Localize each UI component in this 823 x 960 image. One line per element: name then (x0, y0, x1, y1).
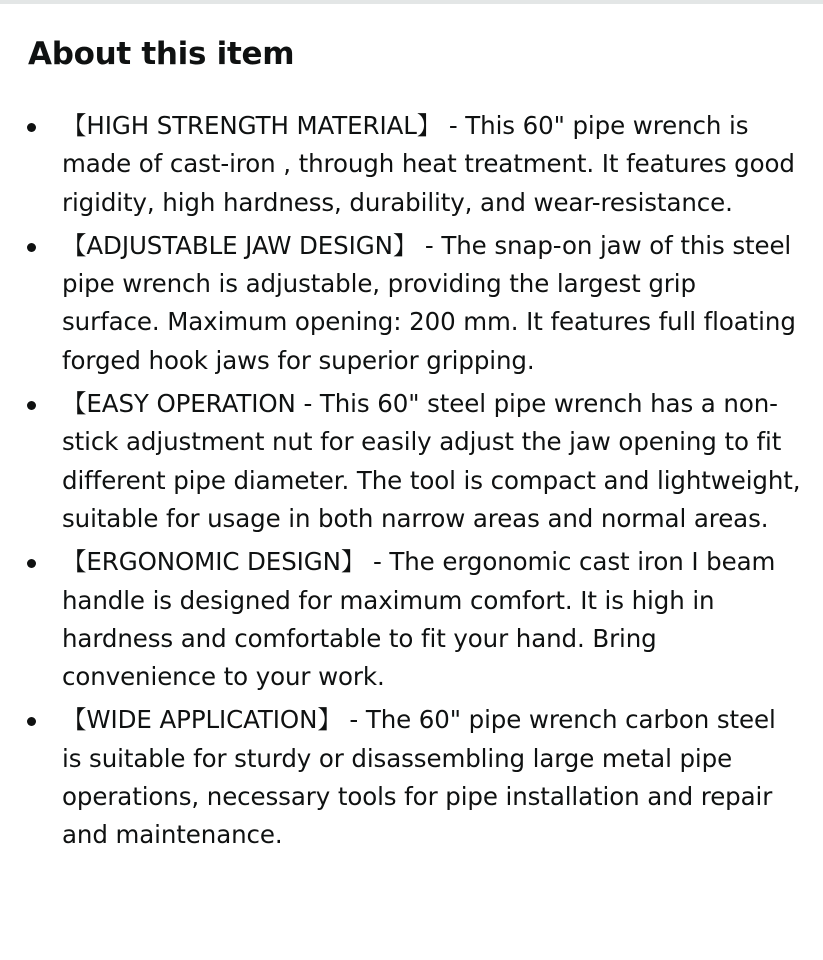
feature-bullet-text: 【EASY OPERATION - This 60" steel pipe wrench has a non-stick adjustment nut for easily adjust the jaw opening to fit different pipe diameter. The tool is compact and lightweight, suitable for usage in both narrow areas and normal areas. (62, 389, 801, 533)
feature-bullet-adjustable-jaw-design (0, 227, 823, 380)
feature-bullet-text: 【ADJUSTABLE JAW DESIGN】 - The snap-on jaw of this steel pipe wrench is adjustable, providing the largest grip surface. Maximum opening: 200 mm. It features full floating forged hook jaws for superior gripping. (62, 230, 796, 375)
section-title: About this item (28, 36, 295, 72)
feature-bullet-high-strength-material (0, 107, 823, 222)
feature-bullet-text: 【ERGONOMIC DESIGN】 - The ergonomic cast iron I beam handle is designed for maximum comfort. It is high in hardness and comfortable to fit your hand. Bring convenience to your work. (62, 547, 776, 692)
feature-bullet-text: 【WIDE APPLICATION】 - The 60" pipe wrench carbon steel is suitable for sturdy or disassembling large metal pipe operations, necessary tools for pipe installation and repair and maintenance. (62, 705, 776, 850)
feature-bullet-text: 【HIGH STRENGTH MATERIAL】 - This 60" pipe wrench is made of cast-iron , through heat treatment. It features good rigidity, high hardness, durability, and wear-resistance. (62, 111, 795, 217)
feature-bullet-wide-application (0, 701, 823, 854)
feature-bullet-ergonomic-design (0, 543, 823, 696)
bullet-dot-icon (27, 717, 36, 726)
bullet-dot-icon (27, 243, 36, 252)
feature-bullet-list (0, 107, 823, 860)
top-divider (0, 0, 823, 4)
bullet-dot-icon (27, 559, 36, 568)
bullet-dot-icon (27, 401, 36, 410)
bullet-dot-icon (27, 123, 36, 132)
feature-bullet-easy-operation (0, 385, 823, 538)
